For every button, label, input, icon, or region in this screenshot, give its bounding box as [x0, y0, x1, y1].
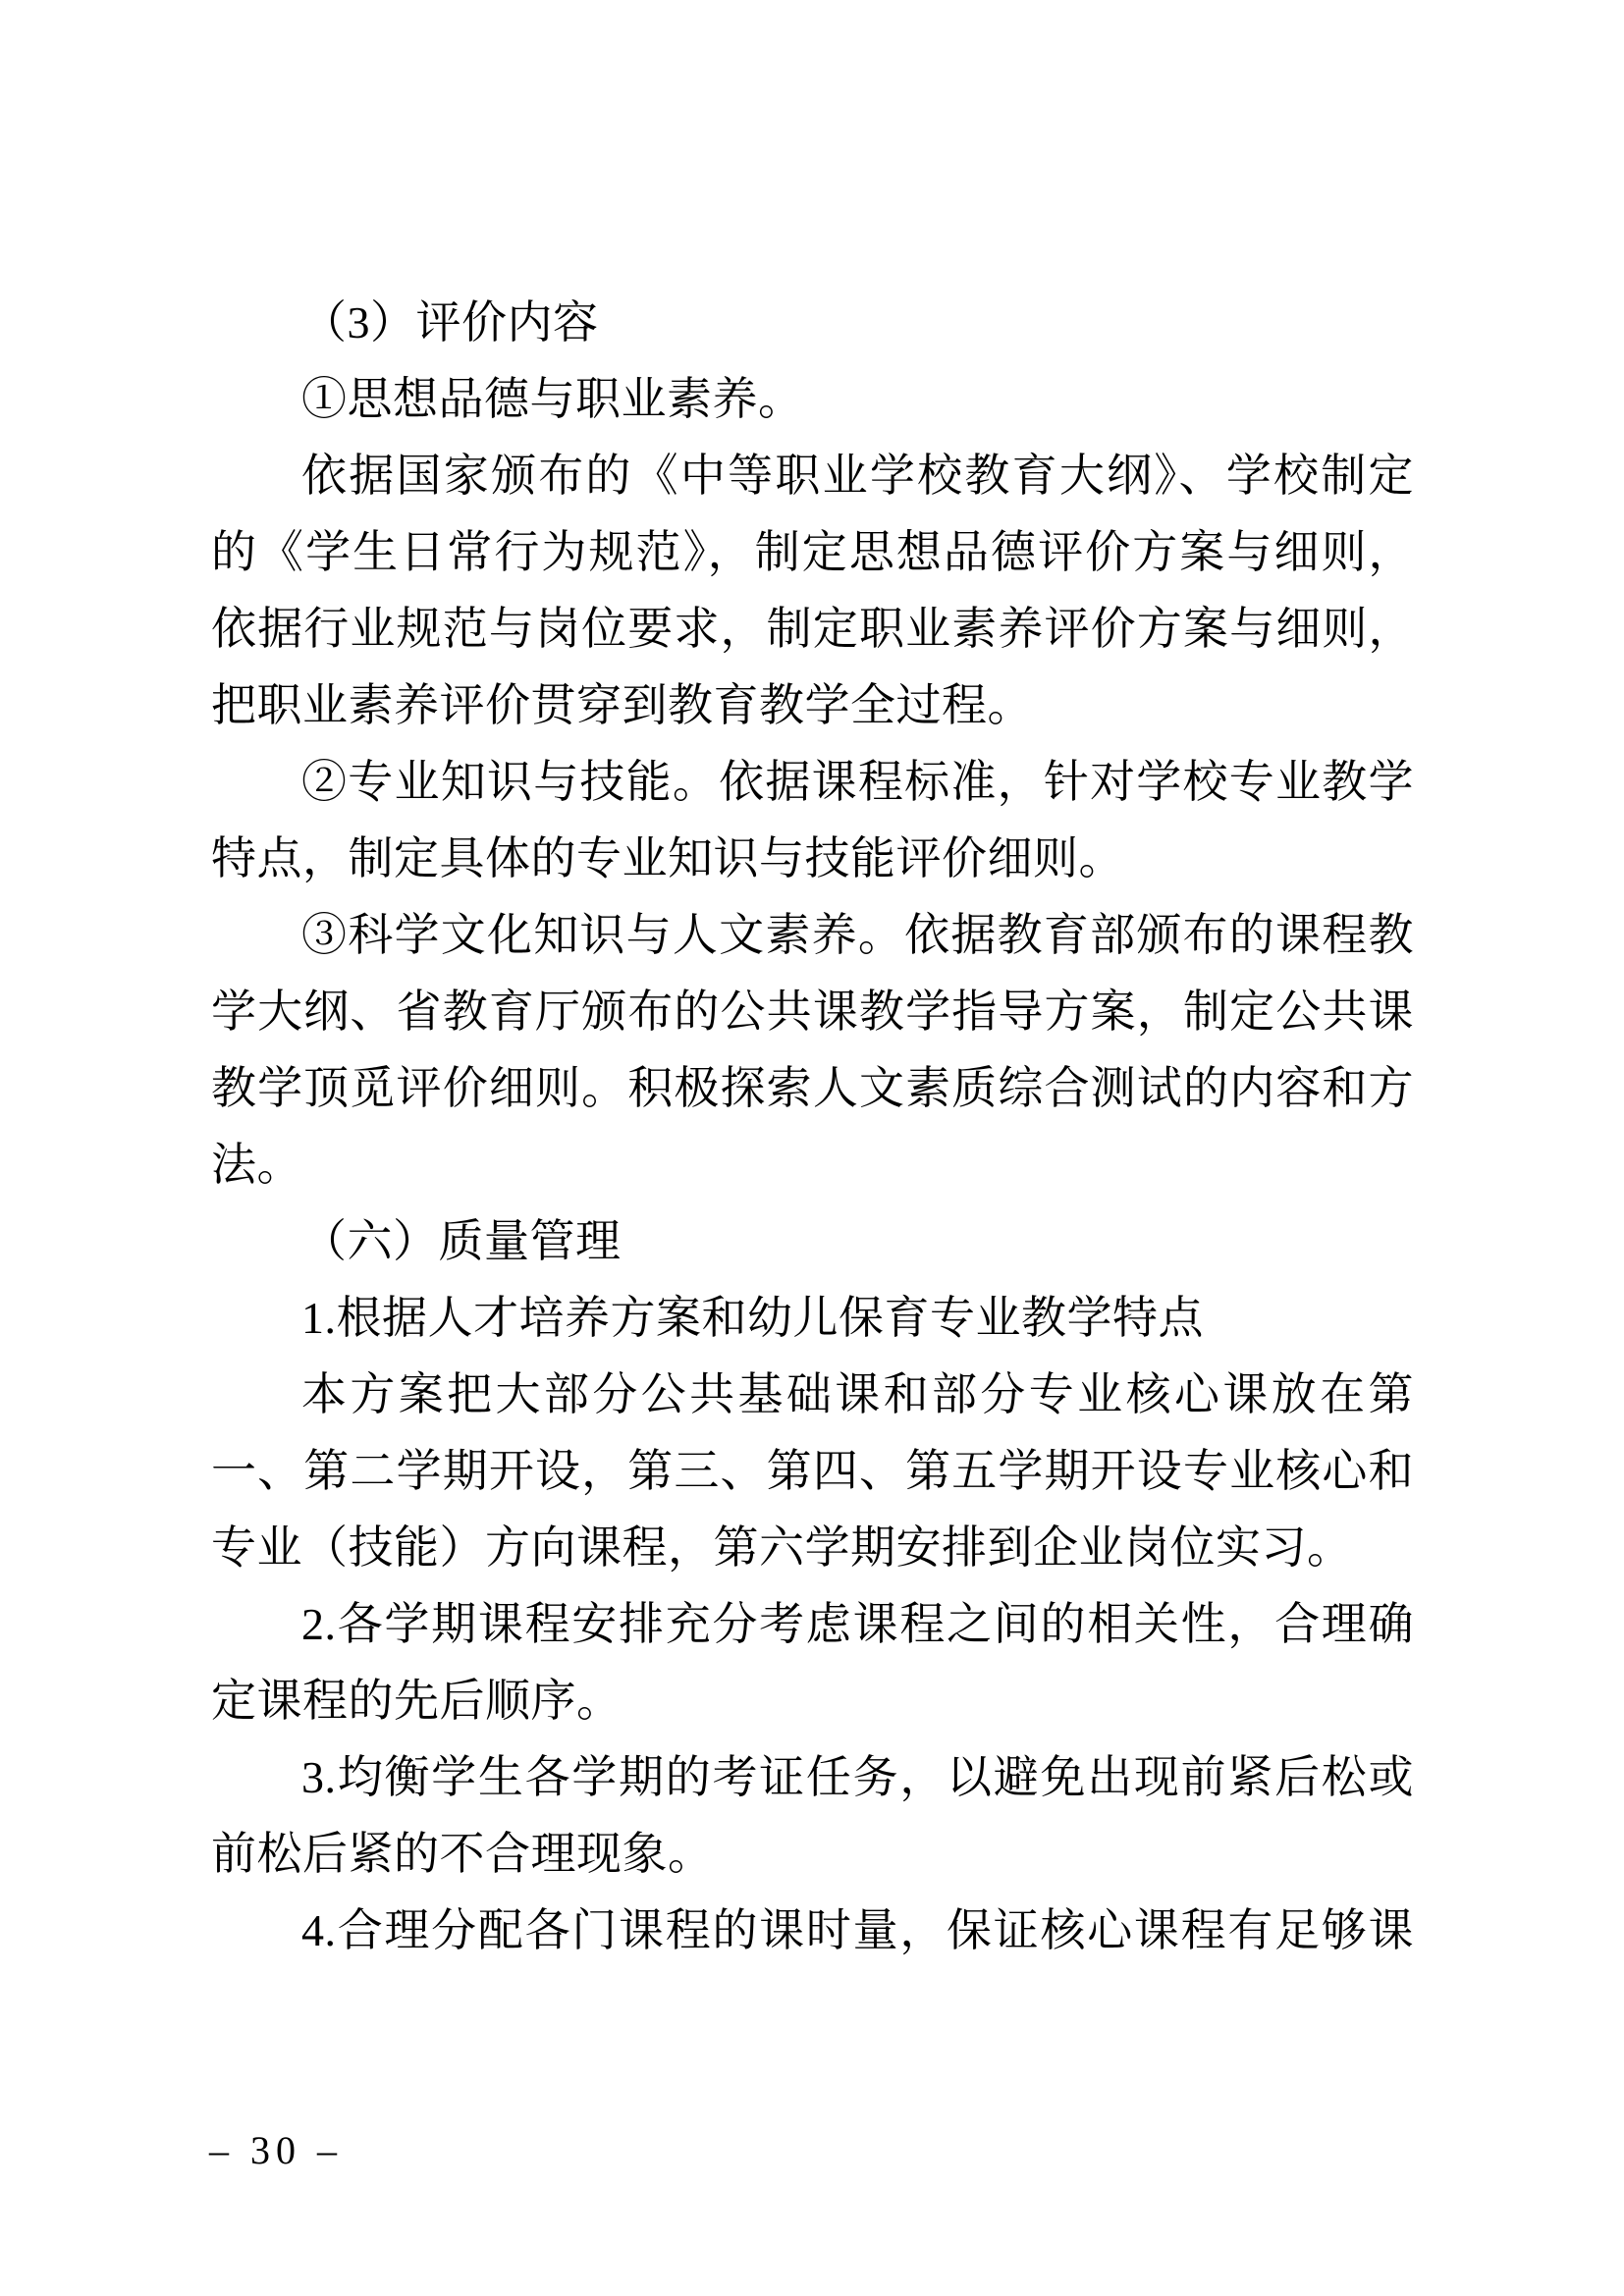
text-line: 法。 [211, 1140, 302, 1190]
page-number: – 30 – [209, 2128, 343, 2172]
text-line: 依据行业规范与岗位要求，制定职业素养评价方案与细则， [211, 604, 1414, 654]
text-line-point-4: 4.合理分配各门课程的课时量，保证核心课程有足够课 [301, 1905, 1414, 1955]
text-line: 教学顶觅评价细则。积极探索人文素质综合测试的内容和方 [211, 1063, 1414, 1113]
text-line: 的《学生日常行为规范》，制定思想品德评价方案与细则， [211, 527, 1414, 577]
text-line-point-2: 2.各学期课程安排充分考虑课程之间的相关性，合理确 [301, 1599, 1414, 1649]
text-line-heading-6: （六）质量管理 [301, 1216, 622, 1266]
document-body [211, 285, 1414, 1969]
text-line-point-3: 3.均衡学生各学期的考证任务，以避免出现前紧后松或 [301, 1752, 1414, 1802]
text-line-item-1-heading: ①思想品德与职业素养。 [301, 374, 804, 424]
text-line: 本方案把大部分公共基础课和部分专业核心课放在第 [301, 1369, 1414, 1419]
text-line-heading-3: （3）评价内容 [301, 297, 599, 347]
text-line: 定课程的先后顺序。 [211, 1676, 623, 1726]
text-line-item-2: ②专业知识与技能。依据课程标准，针对学校专业教学 [301, 757, 1414, 807]
text-line: 前松后紧的不合理现象。 [211, 1829, 714, 1879]
text-line: 学大纲、省教育厅颁布的公共课教学指导方案，制定公共课 [211, 987, 1414, 1037]
text-line-point-1: 1.根据人才培养方案和幼儿保育专业教学特点 [301, 1293, 1204, 1343]
text-line: 把职业素养评价贯穿到教育教学全过程。 [211, 680, 1033, 730]
text-line: 特点，制定具体的专业知识与技能评价细则。 [211, 833, 1124, 883]
text-line: 专业（技能）方向课程，第六学期安排到企业岗位实习。 [211, 1522, 1353, 1573]
text-line: 一、第二学期开设，第三、第四、第五学期开设专业核心和 [211, 1446, 1414, 1496]
text-line-item-3: ③科学文化知识与人文素养。依据教育部颁布的课程教 [301, 910, 1414, 960]
text-line: 依据国家颁布的《中等职业学校教育大纲》、学校制定 [301, 451, 1414, 501]
